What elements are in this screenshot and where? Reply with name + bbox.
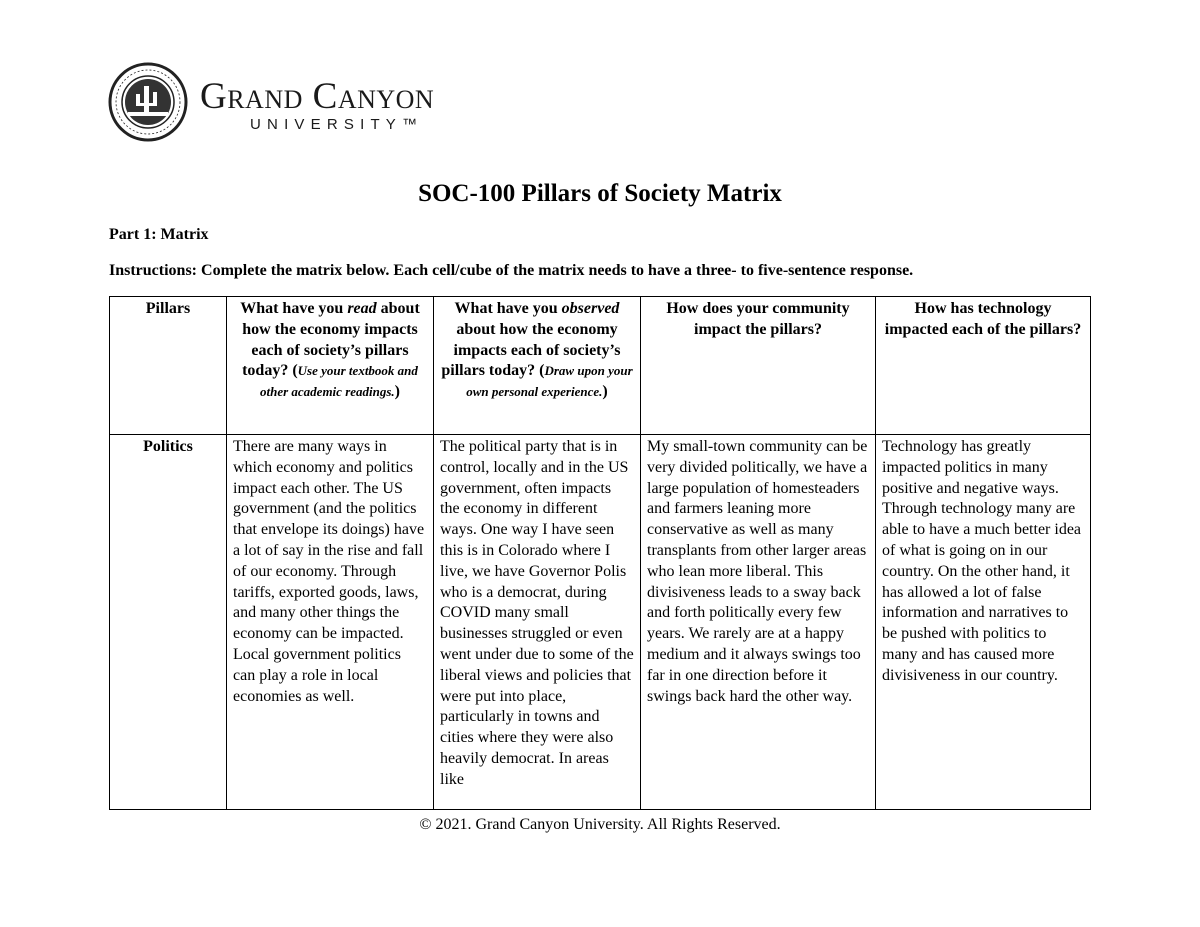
header-technology: How has technology impacted each of the pillars? bbox=[876, 297, 1091, 435]
header-community: How does your community impact the pillars? bbox=[641, 297, 876, 435]
brand-wordmark bbox=[200, 78, 434, 133]
table-row bbox=[110, 435, 1091, 810]
copyright-footer: © 2021. Grand Canyon University. All Rights Reserved. bbox=[419, 816, 781, 833]
document-title: SOC-100 Pillars of Society Matrix bbox=[418, 180, 782, 207]
technology-cell: Technology has greatly impacted politics in many positive and negative ways. Through technology many are able to have a much better idea of what is going on in our country. On the other hand, it has allowed a lot of false information and narratives to be pushed with politics to many and has caused more divisiveness in our country. bbox=[876, 435, 1091, 810]
pillar-cell: Politics bbox=[110, 435, 227, 810]
read-cell: There are many ways in which economy and politics impact each other. The US government (and the politics that envelope its doings) have a lot of say in the rise and fall of our economy. Through tariffs, exported goods, laws, and many other things the economy can be impacted. Local government politics can play a role in local economies as well. bbox=[227, 435, 434, 810]
university-logo bbox=[108, 62, 488, 142]
observed-cell: The political party that is in control, locally and in the US government, often impacts the economy in different ways. One way I have seen this is in Colorado where I live, we have Governor Polis who is a democrat, during COVID many small businesses struggled or even went under due to some of the liberal views and policies that were put into place, particularly in towns and cities where they were also heavily democrat. In areas like bbox=[434, 435, 641, 810]
part-heading: Part 1: Matrix bbox=[109, 226, 209, 243]
brand-subtitle: UNIVERSITY™ bbox=[250, 116, 424, 133]
instructions-text: Instructions: Complete the matrix below. Each cell/cube of the matrix needs to have a three- to five-sentence response. bbox=[109, 262, 914, 279]
pillars-matrix-table bbox=[109, 296, 1091, 810]
header-observed: What have you observed about how the economy impacts each of society’s pillars today? (Draw upon your own personal experience.) bbox=[434, 297, 641, 435]
community-cell: My small-town community can be very divided politically, we have a large population of homesteaders and farmers leaning more conservative as well as many transplants from other larger areas who lean more liberal. This divisiveness leads to a sway back and forth politically every few years. We rarely are at a happy medium and it always swings too far in one direction before it swings back hard the other way. bbox=[641, 435, 876, 810]
brand-name: Grand Canyon bbox=[200, 76, 435, 117]
header-row bbox=[110, 297, 1091, 435]
header-pillars: Pillars bbox=[110, 297, 227, 435]
university-seal-icon bbox=[108, 62, 188, 142]
header-read: What have you read about how the economy impacts each of society’s pillars today? (Use your textbook and other academic readings.) bbox=[227, 297, 434, 435]
